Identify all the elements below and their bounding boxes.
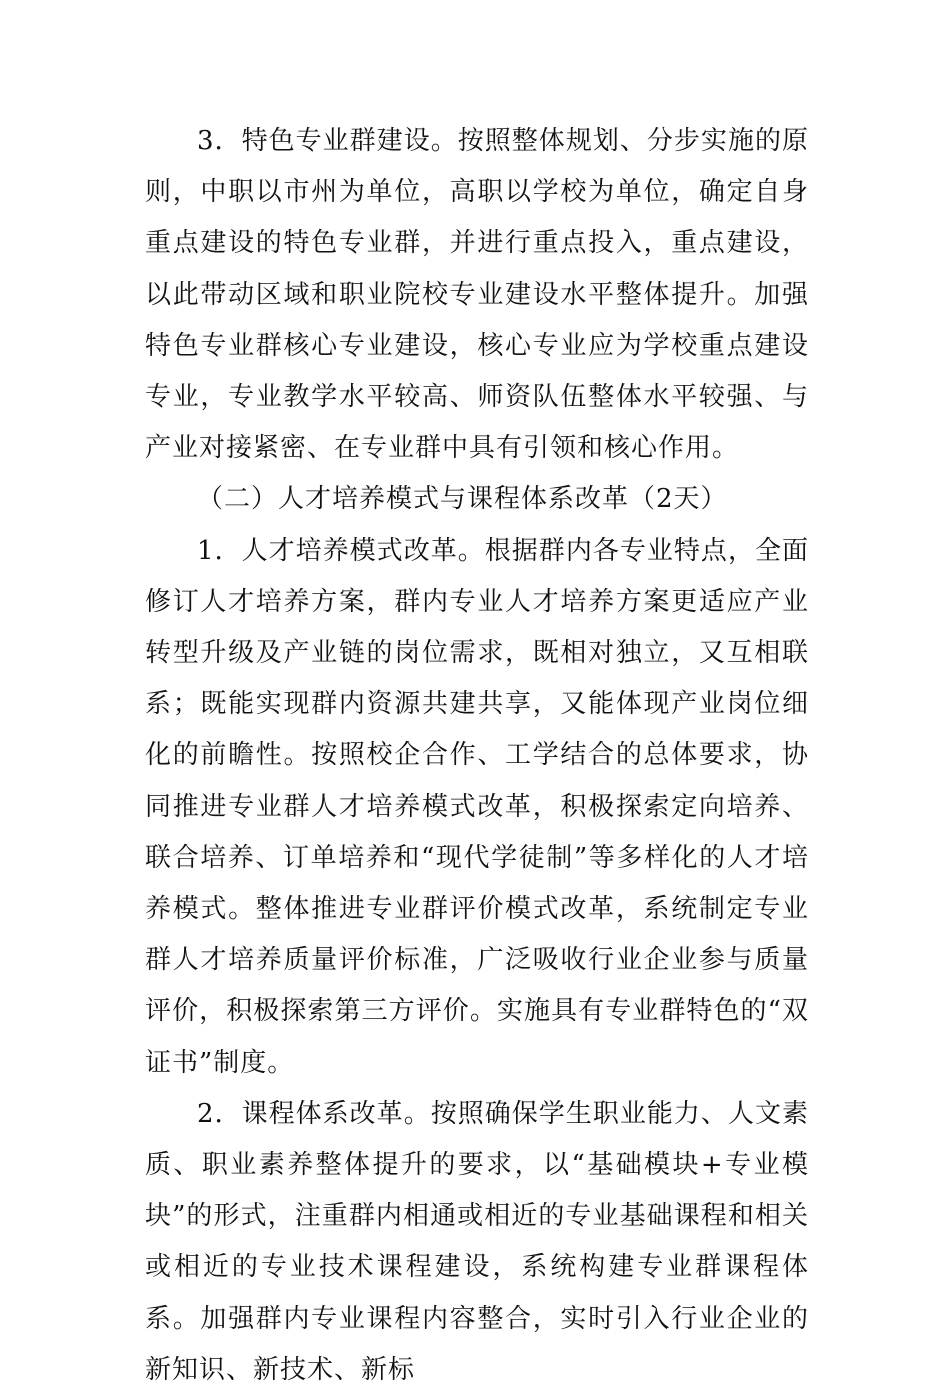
- paragraph-specialty-cluster-construction: 3．特色专业群建设。按照整体规划、分步实施的原则，中职以市州为单位，高职以学校为单位，确定自身重点建设的特色专业群，并进行重点投入，重点建设，以此带动区域和职业院校专业建设水平整体提升。加强特色专业群核心专业建设，核心专业应为学校重点建设专业，专业教学水平较高、师资队伍整体水平较强、与产业对接紧密、在专业群中具有引领和核心作用。: [145, 126, 809, 464]
- document-body: [145, 116, 809, 1396]
- section-heading-talent-training-reform: （二）人才培养模式与课程体系改革（2天）: [197, 484, 728, 515]
- paragraph-talent-training-mode-reform: 1．人才培养模式改革。根据群内各专业特点，全面修订人才培养方案，群内专业人才培养方案更适应产业转型升级及产业链的岗位需求，既相对独立，又互相联系；既能实现群内资源共建共享，又能体现产业岗位细化的前瞻性。按照校企合作、工学结合的总体要求，协同推进专业群人才培养模式改革，积极探索定向培养、联合培养、订单培养和“现代学徒制”等多样化的人才培养模式。整体推进专业群评价模式改革，系统制定专业群人才培养质量评价标准，广泛吸收行业企业参与质量评价，积极探索第三方评价。实施具有专业群特色的“双证书”制度。: [145, 535, 809, 1078]
- paragraph-curriculum-system-reform: 2．课程体系改革。按照确保学生职业能力、人文素质、职业素养整体提升的要求，以“基础模块+专业模块”的形式，注重群内相通或相近的专业基础课程和相关或相近的专业技术课程建设，系统构建专业群课程体系。加强群内专业课程内容整合，实时引入行业企业的新知识、新技术、新标: [145, 1098, 809, 1385]
